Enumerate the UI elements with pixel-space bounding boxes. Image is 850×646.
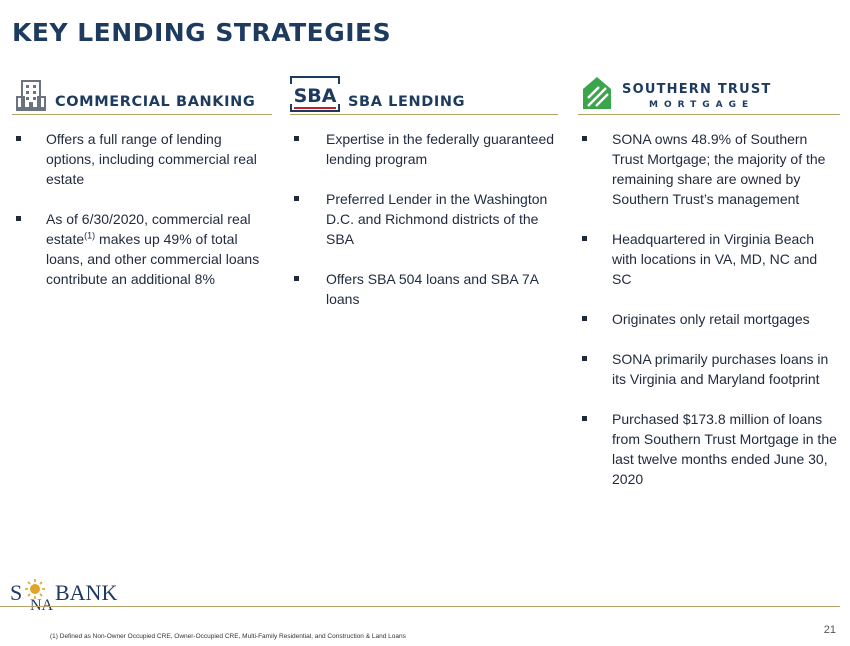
list-item: SONA primarily purchases loans in its Virginia and Maryland footprint [578, 349, 840, 389]
footer-divider [0, 606, 840, 607]
commercial-banking-header [12, 70, 272, 115]
list-item: Purchased $173.8 million of loans from Southern Trust Mortgage in the last twelve months ended June 30, 2020 [578, 409, 840, 489]
commercial-banking-list [12, 129, 272, 289]
list-item: Offers a full range of lending options, including commercial real estate [12, 129, 272, 189]
sba-logo-text: SBA [293, 85, 337, 107]
sba-lending-column [290, 70, 558, 329]
page-title: KEY LENDING STRATEGIES [12, 18, 392, 47]
southern-trust-column [578, 70, 840, 509]
list-item: As of 6/30/2020, commercial real estate$^{(1)}$ makes up 49% of total loans, and other commercial loans contribute an additional 8% [12, 209, 272, 289]
southern-trust-list [578, 129, 840, 489]
footnote: (1) Defined as Non-Owner Occupied CRE, Owner-Occupied CRE, Multi-Family Residential, and Construction & Land Loans [50, 633, 406, 640]
sba-lending-heading: SBA LENDING [348, 94, 466, 110]
sun-icon [25, 579, 45, 599]
southern-trust-header [578, 70, 840, 115]
sba-lending-header [290, 70, 558, 115]
commercial-banking-heading: COMMERCIAL BANKING [55, 94, 256, 110]
list-item: Originates only retail mortgages [578, 309, 840, 329]
list-item: Expertise in the federally guaranteed lending program [290, 129, 558, 169]
footnote-marker: (1) [84, 230, 96, 241]
southern-trust-subname: MORTGAGE [649, 100, 755, 110]
sba-logo-icon [290, 76, 340, 112]
logo-letters-na: NA [30, 597, 54, 614]
southern-trust-name: SOUTHERN TRUST [622, 82, 772, 97]
list-item: Preferred Lender in the Washington D.C. and Richmond districts of the SBA [290, 189, 558, 249]
page-number: 21 [823, 624, 836, 636]
building-icon [16, 80, 46, 112]
logo-word-bank: BANK [55, 580, 118, 605]
list-item: SONA owns 48.9% of Southern Trust Mortgage; the majority of the remaining share are owned by Southern Trust’s management [578, 129, 840, 209]
list-item: Offers SBA 504 loans and SBA 7A loans [290, 269, 558, 309]
sba-lending-list [290, 129, 558, 309]
sona-bank-logo [8, 574, 120, 614]
list-item: Headquartered in Virginia Beach with locations in VA, MD, NC and SC [578, 229, 840, 289]
logo-letter-s: S [10, 580, 23, 605]
southern-trust-logo-icon [582, 76, 612, 110]
commercial-banking-column [12, 70, 272, 309]
